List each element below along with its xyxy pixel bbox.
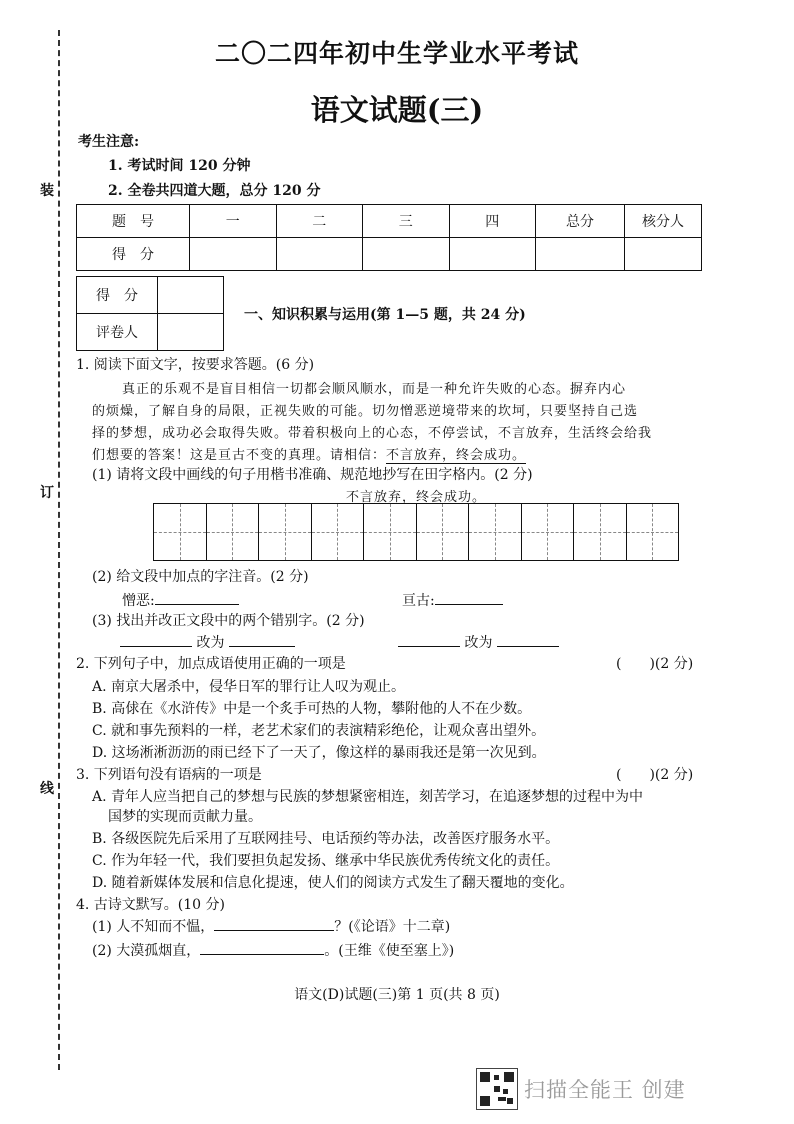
q2-option-a: A. 南京大屠杀中，侵华日军的罪行让人叹为观止。	[92, 679, 406, 695]
q4-line-1-pre: (1) 人不知而不愠，	[92, 919, 215, 935]
binding-char-zhuang: 装	[40, 183, 54, 199]
q3-stem: 3. 下列语句没有语病的一项是	[76, 767, 262, 783]
section-1-title: 一、知识积累与运用(第 1—5 题，共 24 分)	[244, 307, 526, 323]
tianzi-cell[interactable]	[258, 504, 311, 560]
binding-char-ding: 订	[40, 485, 54, 501]
q1-copy-sentence: 不言放弃，终会成功。	[346, 490, 487, 505]
score-cell-total[interactable]	[536, 238, 625, 271]
q4-line-2-post: 。(王维《使至塞上》)	[324, 943, 455, 959]
q1-sub3-fix-2[interactable]	[497, 632, 559, 647]
q1-sub3-wrong-2[interactable]	[398, 632, 460, 647]
score-cell-1[interactable]	[190, 238, 277, 271]
tianzi-cell[interactable]	[363, 504, 416, 560]
tianzi-cell[interactable]	[468, 504, 521, 560]
q1-sub1: (1) 请将文段中画线的句子用楷书准确、规范地抄写在田字格内。(2 分)	[92, 467, 533, 483]
q4-line-2	[92, 940, 454, 960]
q4-line-1-post: ？(《论语》十二章)	[334, 919, 451, 935]
q1-passage-line-1: 真正的乐观不是盲目相信一切都会顺风顺水，而是一种允许失败的心态。摒弃内心	[122, 382, 627, 397]
q2-option-c: C. 就和事先预料的一样，老艺术家们的表演精彩绝伦，让观众喜出望外。	[92, 723, 546, 739]
q4-blank-1[interactable]	[214, 916, 334, 931]
notice-item-1: 1. 考试时间 120 分钟	[108, 158, 251, 174]
score-table	[76, 204, 702, 271]
q2-stem: 2. 下列句子中，加点成语使用正确的一项是	[76, 656, 346, 672]
q1-sub3-fix-1[interactable]	[229, 632, 295, 647]
q3-option-b: B. 各级医院先后采用了互联网挂号、电话预约等办法，改善医疗服务水平。	[92, 831, 560, 847]
score-cell-checker[interactable]	[625, 238, 702, 271]
notice-heading: 考生注意:	[78, 134, 140, 150]
score-cell-2[interactable]	[276, 238, 363, 271]
score-header-2: 二	[276, 205, 363, 238]
q1-sub3-pair-1	[120, 632, 295, 652]
notice-item-2: 2. 全卷共四道大题，总分 120 分	[108, 183, 321, 199]
q1-sub2-a-blank[interactable]	[155, 590, 239, 605]
q1-sub3-change-label: 改为	[196, 635, 225, 651]
score-header-3: 三	[363, 205, 450, 238]
q1-sub3-change-label: 改为	[464, 635, 493, 651]
tianzi-cell[interactable]	[626, 504, 679, 560]
score-header-1: 一	[190, 205, 277, 238]
tianzi-grid[interactable]	[153, 503, 679, 561]
grader-name-cell[interactable]	[158, 314, 224, 351]
q1-stem: 1. 阅读下面文字，按要求答题。(6 分)	[76, 357, 315, 373]
q1-passage-line-3: 择的梦想，成功必会取得失败。带着积极向上的心态，不停尝试，不言放弃，生活终会给我	[92, 426, 653, 441]
exam-title: 二〇二四年初中生学业水平考试	[214, 39, 579, 68]
q1-passage-line-4-text: 们想要的答案！这是亘古不变的真理。请相信：	[92, 448, 387, 463]
q1-sub2-a	[122, 590, 239, 610]
grader-score-cell[interactable]	[158, 277, 224, 314]
q1-underlined-sentence: 不言放弃，终会成功。	[386, 448, 527, 463]
q4-blank-2[interactable]	[200, 940, 324, 955]
score-header-label: 题 号	[77, 205, 190, 238]
binding-dashed-line	[58, 30, 60, 1070]
score-cell-3[interactable]	[363, 238, 450, 271]
q1-sub2-b	[402, 590, 503, 610]
q3-option-a-cont: 国梦的实现而贡献力量。	[108, 809, 262, 825]
score-header-total: 总分	[536, 205, 625, 238]
grader-box	[76, 276, 224, 351]
tianzi-cell[interactable]	[573, 504, 626, 560]
q2-option-b: B. 高俅在《水浒传》中是一个炙手可热的人物，攀附他的人不在少数。	[92, 701, 532, 717]
q1-sub2-b-label: 亘古:	[402, 593, 435, 609]
q2-option-d: D. 这场淅淅沥沥的雨已经下了一天了，像这样的暴雨我还是第一次见到。	[92, 745, 546, 761]
score-cell-4[interactable]	[449, 238, 536, 271]
tianzi-cell[interactable]	[311, 504, 364, 560]
exam-subtitle: 语文试题(三)	[310, 93, 484, 127]
q1-sub2-a-label: 憎恶:	[122, 593, 155, 609]
grader-name-label: 评卷人	[77, 314, 158, 351]
qr-code-icon	[476, 1068, 518, 1110]
q3-answer-mark[interactable]: ( )(2 分)	[616, 767, 694, 783]
q1-sub3-wrong-1[interactable]	[120, 632, 192, 647]
tianzi-cell[interactable]	[154, 504, 206, 560]
binding-char-xian: 线	[40, 781, 54, 797]
tianzi-cell[interactable]	[521, 504, 574, 560]
score-row-label: 得 分	[77, 238, 190, 271]
q4-line-1	[92, 916, 450, 936]
q1-sub2-b-blank[interactable]	[435, 590, 503, 605]
page-footer: 语文(D)试题(三)第 1 页(共 8 页)	[294, 987, 500, 1003]
grader-score-label: 得 分	[77, 277, 158, 314]
q3-option-d: D. 随着新媒体发展和信息化提速，使人们的阅读方式发生了翻天覆地的变化。	[92, 875, 574, 891]
tianzi-cell[interactable]	[206, 504, 259, 560]
q2-answer-mark[interactable]: ( )(2 分)	[616, 656, 694, 672]
score-header-checker: 核分人	[625, 205, 702, 238]
tianzi-cell[interactable]	[416, 504, 469, 560]
q4-line-2-pre: (2) 大漠孤烟直，	[92, 943, 201, 959]
q1-passage-line-4	[92, 444, 526, 463]
q1-passage-line-2: 的烦燥，了解自身的局限，正视失败的可能。切勿憎恶逆境带来的坎坷，只要坚持自己选	[92, 404, 639, 419]
q1-sub3: (3) 找出并改正文段中的两个错别字。(2 分)	[92, 613, 365, 629]
q1-sub3-pair-2	[398, 632, 559, 652]
q4-stem: 4. 古诗文默写。(10 分)	[76, 897, 225, 913]
q3-option-a: A. 青年人应当把自己的梦想与民族的梦想紧密相连，刻苦学习，在追逐梦想的过程中为中	[92, 789, 644, 805]
q1-sub2: (2) 给文段中加点的字注音。(2 分)	[92, 569, 309, 585]
q3-option-c: C. 作为年轻一代，我们要担负起发扬、继承中华民族优秀传统文化的责任。	[92, 853, 560, 869]
scanner-watermark: 扫描全能王 创建	[524, 1078, 686, 1102]
score-header-4: 四	[449, 205, 536, 238]
